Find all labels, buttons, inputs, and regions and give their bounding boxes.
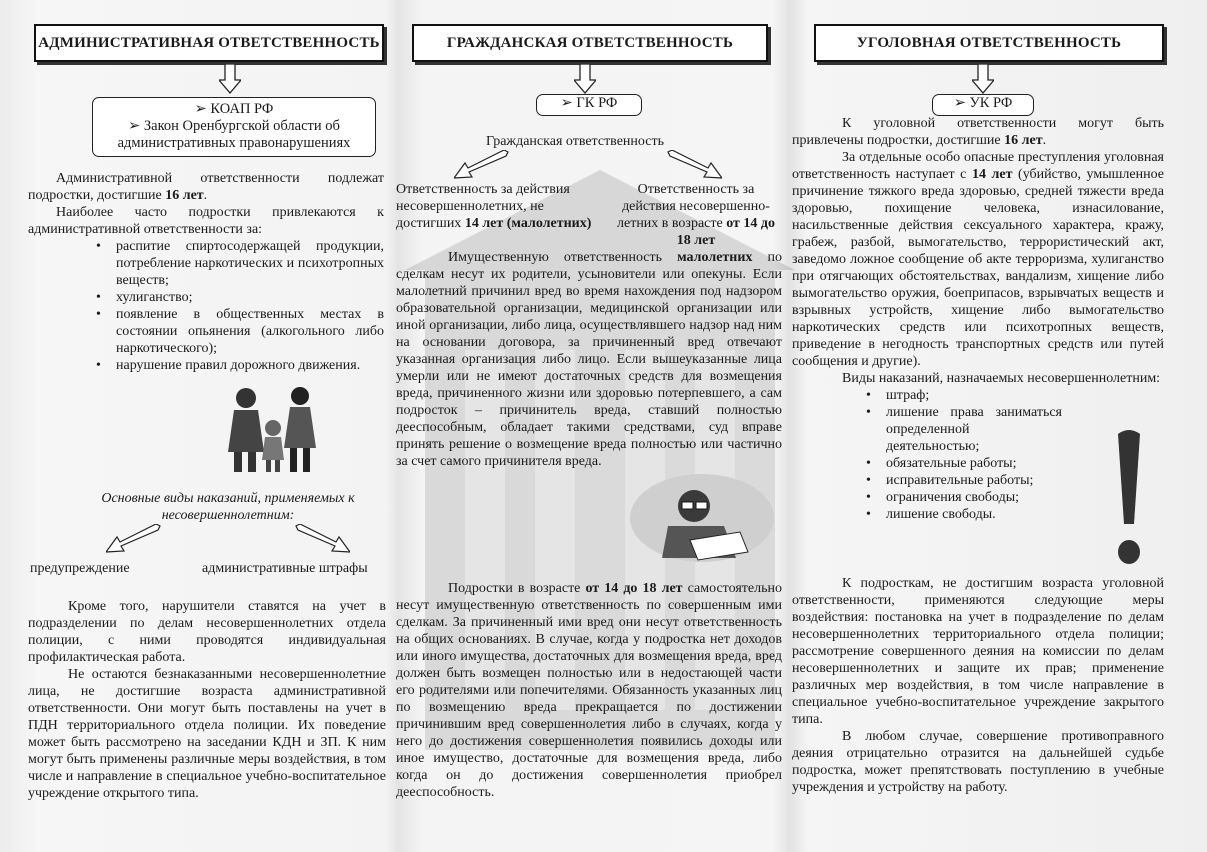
admin-offenses-list <box>92 238 384 374</box>
administrative-header-text: АДМИНИСТРАТИВНАЯ ОТВЕТСТВЕННОСТЬ <box>38 34 380 51</box>
administrative-liability-column <box>28 0 390 852</box>
criminal-age-paragraph: К уголовной ответственности могут быть привлечены подростки, достигшие 16 лет. <box>792 116 1164 148</box>
criminal-penalties-list <box>862 387 1062 523</box>
civil-header-text: ГРАЖДАНСКАЯ ОТВЕТСТВЕННОСТЬ <box>446 34 734 51</box>
gk-rf-label: ➢ ГК РФ <box>560 95 618 111</box>
administrative-header <box>34 24 384 62</box>
right-diagonal-arrow-icon <box>294 524 350 554</box>
exclamation-icon <box>1114 428 1144 568</box>
admin-reasons-intro: Наиболее часто подростки привлекаются к административной ответственности за: <box>28 205 384 237</box>
civil-text-block-2 <box>396 580 782 801</box>
reading-teen-illustration <box>628 472 776 564</box>
list-item: • обязательные работы; <box>862 455 1062 472</box>
penalty-fines: административные штрафы <box>202 561 368 576</box>
civil-liability-label: Гражданская ответственность <box>486 134 664 149</box>
minors-under-14-branch: Ответственность за действия несовершеннолетних, не достигших 14 лет (малолетних) <box>396 182 592 231</box>
criminal-underage-paragraph: К подросткам, не достигшим возраста уголовной ответственности, применяются следующие меры воздействия: постановка на учет в подразделение по делам несовершеннолетних территориального отдела полиции; рассмотрение совершенного деяния на комиссии по делам несовершеннолетних и защите их прав; применение различных мер воздействия, в том числе направление в специальное учебно-воспитательное учреждение закрытого типа. <box>792 576 1164 727</box>
list-item: • штраф; <box>862 387 1062 404</box>
right-diagonal-arrow-icon <box>666 150 722 180</box>
criminal-header-text: УГОЛОВНАЯ ОТВЕТСТВЕННОСТЬ <box>856 34 1122 51</box>
civil-header <box>412 24 768 62</box>
civil-text-block-1 <box>396 249 782 470</box>
uk-rf-label: ➢ УК РФ <box>953 95 1013 111</box>
orenburg-law-label: ➢ Закон Оренбургской области об административных правонарушениях <box>117 118 351 151</box>
left-diagonal-arrow-icon <box>106 524 162 554</box>
civil-malolet-paragraph: Имущественную ответственность малолетних по сделкам несут их родители, усыновители или опекуны. Если малолетний причинил вред во время нахождения под надзором образовательной организации, медицинской организации или иной организации, либо лица, осуществлявшего надзор над ним на основании договора, за причиненный вред отвечают указанная организация либо лицо. Если вышеуказанные лица умерли или не имеют достаточных средств для возмещения вреда, причиненного жизни или здоровью потерпевшего, а сам подросток – причинитель вреда, ставший полностью дееспособным, обладает такими средствами, суд вправе принять решение о возмещение вреда полностью или частично за счет самого причинителя вреда. <box>396 250 783 469</box>
admin-underage-paragraph: Не остаются безнаказанными несовершеннолетние лица, не достигшие возраста административной ответственности. Они могут быть поставлены на учет в ПДН территориального отдела полиции. Их поведение может быть рассмотрено на заседании КДН и ЗП. К ним могут быть применены различные меры воздействия, в том числе и направление в специальное учебно-воспитательное учреждение открытого типа. <box>28 667 386 801</box>
minors-14-18-branch: Ответственность за действия несовершенно-летних в возрасте от 14 до 18 лет <box>617 182 775 248</box>
civil-law-box <box>536 94 642 116</box>
criminal-text-block-2 <box>792 575 1164 796</box>
list-item: • лишение свободы. <box>862 506 1062 523</box>
penalty-warning: предупреждение <box>30 561 130 576</box>
administrative-law-box <box>92 97 376 157</box>
civil-14-18-paragraph: Подростки в возрасте от 14 до 18 лет самостоятельно несут имущественную ответственность по совершенным ими сделкам. За причиненный ими вред они несут ответственность на общих основаниях. В случае, когда у подростка нет доходов или иного имущества, достаточных для возмещения вреда, вред должен быть возмещен полностью или в недостающей части его родителями или попечителями. Обязанность указанных лиц по возмещению вреда прекращается по достижении причинившим вред совершеннолетия либо в случаях, когда у него до достижения совершеннолетия появились доходы или иное имущество, достаточные для возмещения вреда, либо когда он до достижения совершеннолетия приобрел дееспособность. <box>396 581 782 800</box>
criminal-liability-column <box>792 0 1164 852</box>
criminal-penalties-intro: Виды наказаний, назначаемых несовершеннолетним: <box>842 371 1161 386</box>
list-item: • появление в общественных местах в состоянии опьянения (алкогольного либо наркотического); <box>92 306 384 357</box>
list-item: • исправительные работы; <box>862 472 1062 489</box>
penalty-kinds-title: Основные виды наказаний, применяемых к несовершеннолетним: <box>101 491 355 523</box>
list-item: • нарушение правил дорожного движения. <box>92 357 384 374</box>
list-item: • распитие спиртосодержащей продукции, потребление наркотических и психотропных веществ; <box>92 238 384 289</box>
admin-age-paragraph: Административной ответственности подлежат подростки, достигшие 16 лет. <box>28 171 384 203</box>
administrative-text-block <box>28 170 384 374</box>
admin-registration-paragraph: Кроме того, нарушители ставятся на учет в подразделении по делам несовершеннолетних отдела полиции, с ними проводятся индивидуальная профилактическая работа. <box>28 599 386 665</box>
down-arrow-icon <box>972 64 994 94</box>
criminal-header <box>814 24 1164 62</box>
down-arrow-icon <box>574 64 596 94</box>
criminal-consequences-paragraph: В любом случае, совершение противоправного деяния отрицательно отразится на дальнейшей судьбе подростка, может препятствовать поступлению в учебные учреждения и устройству на работу. <box>792 729 1164 795</box>
left-diagonal-arrow-icon <box>454 150 510 180</box>
criminal-text-block-1 <box>792 115 1164 523</box>
administrative-bottom-text <box>28 598 386 802</box>
koap-rf-label: ➢ КОАП РФ <box>194 101 274 117</box>
civil-liability-column <box>396 0 784 852</box>
family-illustration <box>218 382 328 474</box>
list-item: • ограничения свободы; <box>862 489 1062 506</box>
down-arrow-icon <box>219 64 241 94</box>
criminal-crimes-paragraph: За отдельные особо опасные преступления уголовная ответственность наступает с 14 лет (убийство, умышленное причинение тяжкого вреда здоровью, средней тяжести вреда здоровью, похищение человека, изнасилование, насильственные действия сексуального характера, кражу, грабеж, разбой, вымогательство, террористический акт, заведомо ложное сообщение об акте терроризма, хулиганство при отягчающих обстоятельствах, вандализм, хищение либо вымогательство оружия, боеприпасов, взрывчатых веществ и взрывных устройств, хищение либо вымогательство наркотических средств или психотропных веществ, приведение в негодность транспортных средств или путей сообщения и другие). <box>792 150 1164 369</box>
list-item: • лишение права заниматься определенной деятельностью; <box>862 404 1062 455</box>
list-item: • хулиганство; <box>92 289 384 306</box>
criminal-law-box <box>932 94 1034 116</box>
